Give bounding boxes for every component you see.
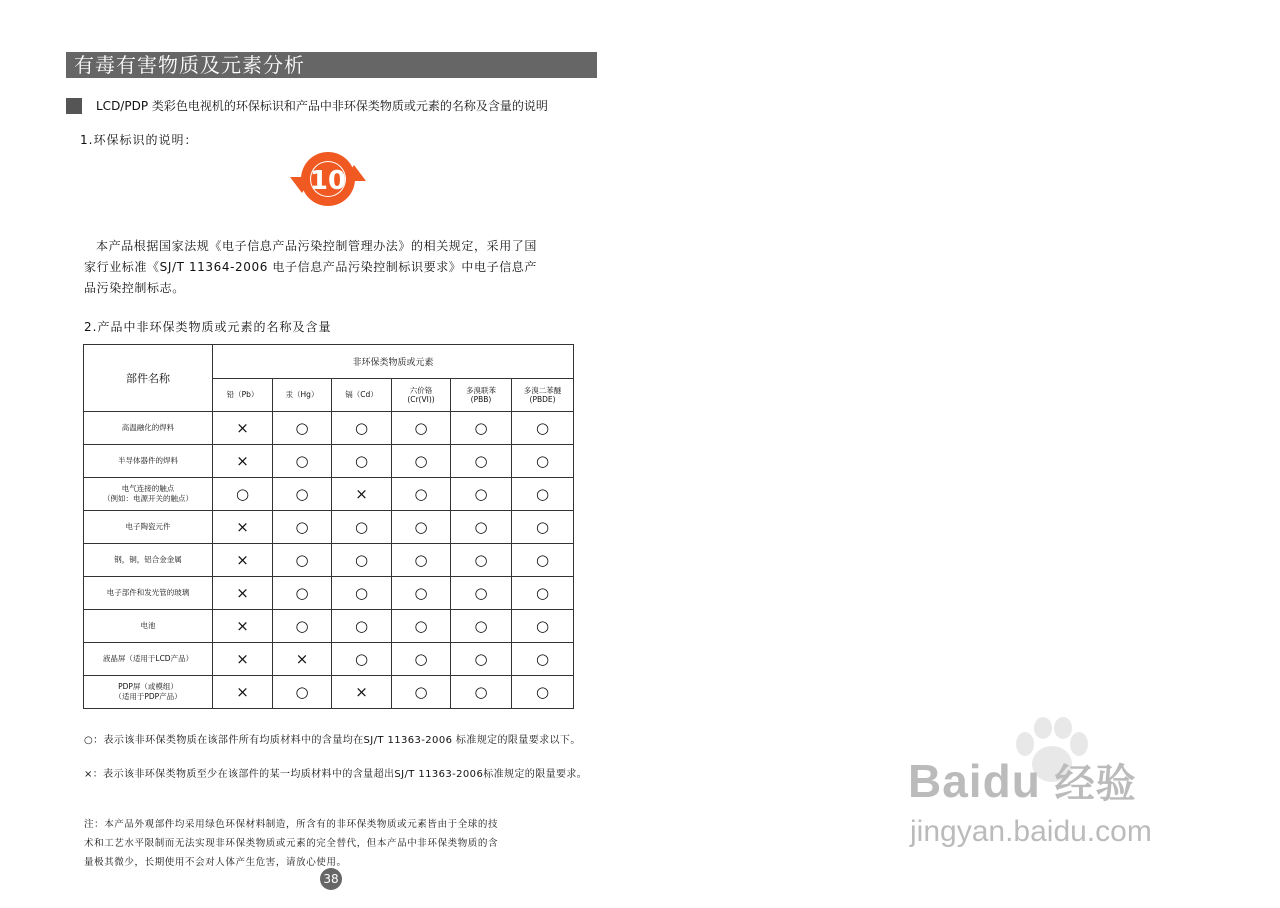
- circle-mark: ○: [535, 484, 550, 503]
- circle-mark: ○: [535, 616, 550, 635]
- mark-cell: [273, 577, 332, 610]
- part-name-note: （适用于PDP产品）: [114, 692, 182, 701]
- circle-mark: ○: [535, 517, 550, 536]
- circle-mark: ○: [295, 517, 309, 536]
- circle-mark: ○: [414, 418, 428, 437]
- circle-mark: ○: [295, 616, 309, 635]
- mark-cell: [213, 577, 273, 610]
- circle-mark: ○: [474, 517, 488, 536]
- mark-cell: [451, 445, 512, 478]
- part-name-cell: [84, 445, 213, 478]
- mark-cell: [273, 643, 332, 676]
- circle-mark: ○: [414, 517, 428, 536]
- substance-table: [83, 344, 574, 709]
- watermark-brand-1: Bai: [908, 755, 983, 807]
- cross-mark: ×: [236, 583, 249, 602]
- mark-cell: [392, 544, 451, 577]
- part-name: PDP屏（或模组）: [118, 682, 178, 691]
- mark-cell: [451, 412, 512, 445]
- column-header-line1: 六价铬: [409, 385, 433, 395]
- circle-mark: ○: [354, 616, 369, 635]
- mark-cell: [392, 511, 451, 544]
- cross-mark: ×: [355, 682, 368, 701]
- mark-cell: [213, 478, 273, 511]
- circle-mark: ○: [354, 451, 369, 470]
- table-row: [84, 412, 574, 445]
- mark-cell: [213, 445, 273, 478]
- mark-cell: [213, 412, 273, 445]
- paragraph-line: 家行业标准《SJ/T 11364-2006 电子信息产品污染控制标识要求》中电子信息产: [84, 260, 538, 274]
- column-header-line2: (PBB): [470, 394, 492, 404]
- legend-circle: [84, 732, 604, 749]
- legend-circle-text: ○：表示该非环保类物质在该部件所有均质材料中的含量均在SJ/T 11363-2006 标准规定的限量要求以下。: [84, 735, 581, 746]
- paragraph-line: 品污染控制标志。: [84, 281, 185, 295]
- note-line: 术和工艺水平限制而无法实现非环保类物质或元素的完全替代，但本产品中非环保类物质的含: [84, 838, 499, 849]
- cross-mark: ×: [236, 550, 249, 569]
- cross-mark: ×: [236, 418, 249, 437]
- legend-cross: [84, 766, 604, 783]
- circle-mark: ○: [474, 418, 488, 437]
- circle-mark: ○: [354, 583, 369, 602]
- mark-cell: [512, 478, 574, 511]
- note: [84, 815, 604, 872]
- mark-cell: [392, 610, 451, 643]
- part-name: 电池: [140, 621, 156, 630]
- circle-mark: ○: [474, 649, 488, 668]
- table-row: [84, 445, 574, 478]
- table-row: [84, 511, 574, 544]
- cross-mark: ×: [236, 517, 249, 536]
- mark-cell: [213, 676, 273, 709]
- circle-mark: ○: [295, 418, 309, 437]
- subtitle: LCD/PDP 类彩色电视机的环保标识和产品中非环保类物质或元素的名称及含量的说明: [96, 99, 548, 113]
- circle-mark: ○: [295, 451, 309, 470]
- mark-cell: [512, 445, 574, 478]
- part-name: 钢，铜，铝合金金属: [114, 555, 182, 564]
- mark-cell: [213, 544, 273, 577]
- column-header: [512, 378, 574, 412]
- circle-mark: ○: [474, 550, 488, 569]
- circle-mark: ○: [354, 649, 369, 668]
- column-header-line1: 多溴联苯: [466, 385, 496, 395]
- circle-mark: ○: [535, 550, 550, 569]
- circle-mark: ○: [414, 484, 428, 503]
- table-row: [84, 610, 574, 643]
- paragraph-line: 本产品根据国家法规《电子信息产品污染控制管理办法》的相关规定，采用了国: [96, 239, 538, 253]
- circle-mark: ○: [414, 451, 428, 470]
- watermark-brand: [908, 752, 1137, 809]
- legend-cross-text: ×：表示该非环保类物质至少在该部件的某一均质材料中的含量超出SJ/T 11363-2006标准规定的限量要求。: [84, 769, 588, 780]
- mark-cell: [512, 412, 574, 445]
- mark-cell: [392, 478, 451, 511]
- column-header: [213, 378, 273, 412]
- corner-header: 部件名称: [84, 345, 213, 412]
- mark-cell: [451, 544, 512, 577]
- mark-cell: [451, 643, 512, 676]
- circle-mark: ○: [474, 484, 488, 503]
- table-row: [84, 676, 574, 709]
- part-name: 半导体器件的焊料: [118, 456, 178, 465]
- circle-mark: ○: [535, 583, 550, 602]
- mark-cell: [512, 511, 574, 544]
- subtitle-bullet: [66, 98, 82, 114]
- circle-mark: ○: [535, 418, 550, 437]
- mark-cell: [213, 511, 273, 544]
- group-header: 非环保类物质或元素: [213, 345, 574, 379]
- column-header: [451, 378, 512, 412]
- part-name-cell: [84, 610, 213, 643]
- mark-cell: [451, 610, 512, 643]
- mark-cell: [512, 643, 574, 676]
- mark-cell: [512, 544, 574, 577]
- table-row: [84, 478, 574, 511]
- mark-cell: [332, 478, 392, 511]
- section-title: 有毒有害物质及元素分析: [66, 52, 597, 78]
- epup-10-icon: [286, 145, 370, 215]
- mark-cell: [392, 445, 451, 478]
- cross-mark: ×: [355, 484, 368, 503]
- part-name: 液晶屏（适用于LCD产品）: [102, 654, 194, 663]
- cross-mark: ×: [236, 682, 249, 701]
- note-line: 量极其微少，长期使用不会对人体产生危害，请放心使用。: [84, 857, 347, 868]
- mark-cell: [332, 577, 392, 610]
- circle-mark: ○: [414, 682, 428, 701]
- item1-heading: 1.环保标识的说明：: [80, 133, 198, 147]
- mark-cell: [392, 676, 451, 709]
- mark-cell: [451, 478, 512, 511]
- part-name-cell: [84, 544, 213, 577]
- mark-cell: [512, 676, 574, 709]
- part-name-cell: [84, 676, 213, 709]
- mark-cell: [392, 577, 451, 610]
- circle-mark: ○: [535, 649, 550, 668]
- part-name-cell: [84, 478, 213, 511]
- cross-mark: ×: [295, 649, 309, 668]
- watermark-cn: 经验: [1054, 762, 1137, 806]
- circle-mark: ○: [414, 583, 428, 602]
- mark-cell: [512, 610, 574, 643]
- mark-cell: [273, 610, 332, 643]
- part-name: 高温融化的焊料: [121, 423, 175, 432]
- mark-cell: [451, 676, 512, 709]
- page-number: 38: [320, 868, 342, 890]
- part-name-cell: [84, 643, 213, 676]
- mark-cell: [273, 412, 332, 445]
- column-header-line1: 铅（Pb）: [226, 390, 259, 400]
- circle-mark: ○: [414, 550, 428, 569]
- part-name-cell: [84, 577, 213, 610]
- logo-label: 10: [309, 166, 347, 196]
- mark-cell: [332, 643, 392, 676]
- part-name: 电气连接的触点: [121, 484, 175, 493]
- mark-cell: [273, 544, 332, 577]
- mark-cell: [332, 445, 392, 478]
- mark-cell: [213, 610, 273, 643]
- column-header: [392, 378, 451, 412]
- circle-mark: ○: [414, 649, 428, 668]
- table-row: [84, 643, 574, 676]
- watermark-url: jingyan.baidu.com: [910, 815, 1152, 848]
- part-name-note: （例如：电源开关的触点）: [103, 494, 193, 503]
- mark-cell: [332, 412, 392, 445]
- part-name-cell: [84, 412, 213, 445]
- mark-cell: [332, 676, 392, 709]
- mark-cell: [512, 577, 574, 610]
- mark-cell: [273, 511, 332, 544]
- circle-mark: ○: [474, 682, 488, 701]
- mark-cell: [273, 478, 332, 511]
- watermark-brand-2: du: [982, 755, 1041, 807]
- circle-mark: ○: [354, 418, 369, 437]
- mark-cell: [273, 445, 332, 478]
- mark-cell: [392, 643, 451, 676]
- paragraph: [84, 236, 604, 299]
- circle-mark: ○: [295, 682, 309, 701]
- circle-mark: ○: [535, 451, 550, 470]
- part-name: 电子陶瓷元件: [125, 522, 171, 531]
- part-name-cell: [84, 511, 213, 544]
- mark-cell: [451, 577, 512, 610]
- mark-cell: [273, 676, 332, 709]
- circle-mark: ○: [295, 484, 309, 503]
- mark-cell: [332, 610, 392, 643]
- column-header-line2: (PBDE): [529, 394, 556, 404]
- column-header-line1: 镉（Cd）: [345, 390, 378, 400]
- mark-cell: [332, 511, 392, 544]
- column-header-line1: 汞（Hg）: [285, 390, 319, 400]
- column-header-line1: 多溴二苯醚: [523, 385, 562, 395]
- circle-mark: ○: [474, 616, 488, 635]
- mark-cell: [332, 544, 392, 577]
- table-row: [84, 544, 574, 577]
- column-header: [332, 378, 392, 412]
- circle-mark: ○: [535, 682, 550, 701]
- table-row: [84, 577, 574, 610]
- circle-mark: ○: [354, 517, 369, 536]
- circle-mark: ○: [235, 484, 250, 503]
- mark-cell: [451, 511, 512, 544]
- cross-mark: ×: [236, 649, 249, 668]
- column-header-line2: (Cr(VI)): [407, 394, 435, 404]
- mark-cell: [392, 412, 451, 445]
- column-header: [273, 378, 332, 412]
- item2-heading: 2.产品中非环保类物质或元素的名称及含量: [84, 320, 332, 334]
- cross-mark: ×: [236, 616, 249, 635]
- cross-mark: ×: [236, 451, 249, 470]
- circle-mark: ○: [474, 451, 488, 470]
- circle-mark: ○: [295, 550, 309, 569]
- circle-mark: ○: [474, 583, 488, 602]
- circle-mark: ○: [354, 550, 369, 569]
- mark-cell: [213, 643, 273, 676]
- note-line: 注：本产品外观部件均采用绿色环保材料制造，所含有的非环保类物质或元素皆由于全球的技: [84, 819, 499, 830]
- circle-mark: ○: [295, 583, 309, 602]
- part-name: 电子部件和发光管的玻璃: [106, 588, 190, 597]
- circle-mark: ○: [414, 616, 428, 635]
